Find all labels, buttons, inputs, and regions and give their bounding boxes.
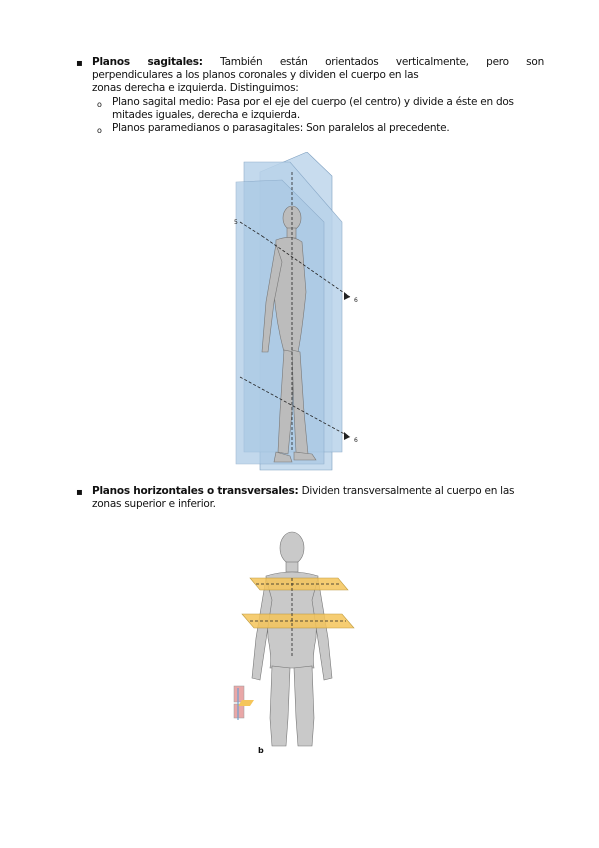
figure-label-6a: 6 [354,297,358,304]
sub-marker-2: o [97,126,102,135]
figure-label-6b: 6 [354,437,358,444]
legend-swatch-red-2 [234,704,244,718]
sagittal-paragraph-line1 [92,56,544,69]
sub-item-1-line2: mitades iguales, derecha e izquierda. [112,109,300,121]
transverse-title: Planos horizontales o transversales: [92,485,299,497]
sagittal-line3: zonas derecha e izquierda. Distinguimos: [92,82,299,94]
sub-item-2-line1: Planos paramedianos o parasagitales: Son paralelos al precedente. [112,122,450,134]
sagittal-title: Planos sagitales: [92,56,203,68]
sagittal-line2: perpendiculares a los planos coronales y dividen el cuerpo en las [92,69,419,81]
sub-item-1-line1: Plano sagital medio: Pasa por el eje del cuerpo (el centro) y divide a éste en dos [112,96,514,108]
sub-marker-1: o [97,100,102,109]
sagittal-planes-figure [232,152,362,472]
transverse-line1-text: Dividen transversalmente al cuerpo en las [301,485,515,497]
legend-swatch-red [234,686,244,702]
bullet-marker: ▪ [76,58,83,69]
transverse-planes-figure [228,528,358,760]
figure-label-5: 5 [234,219,238,226]
sagittal-line1-text: También están orientados verticalmente, pero son [220,56,544,68]
figure-caption-b: b [258,746,264,755]
bullet-marker-2: ▪ [76,487,83,498]
transverse-paragraph-line1 [92,485,544,498]
transverse-line2: zonas superior e inferior. [92,498,216,510]
